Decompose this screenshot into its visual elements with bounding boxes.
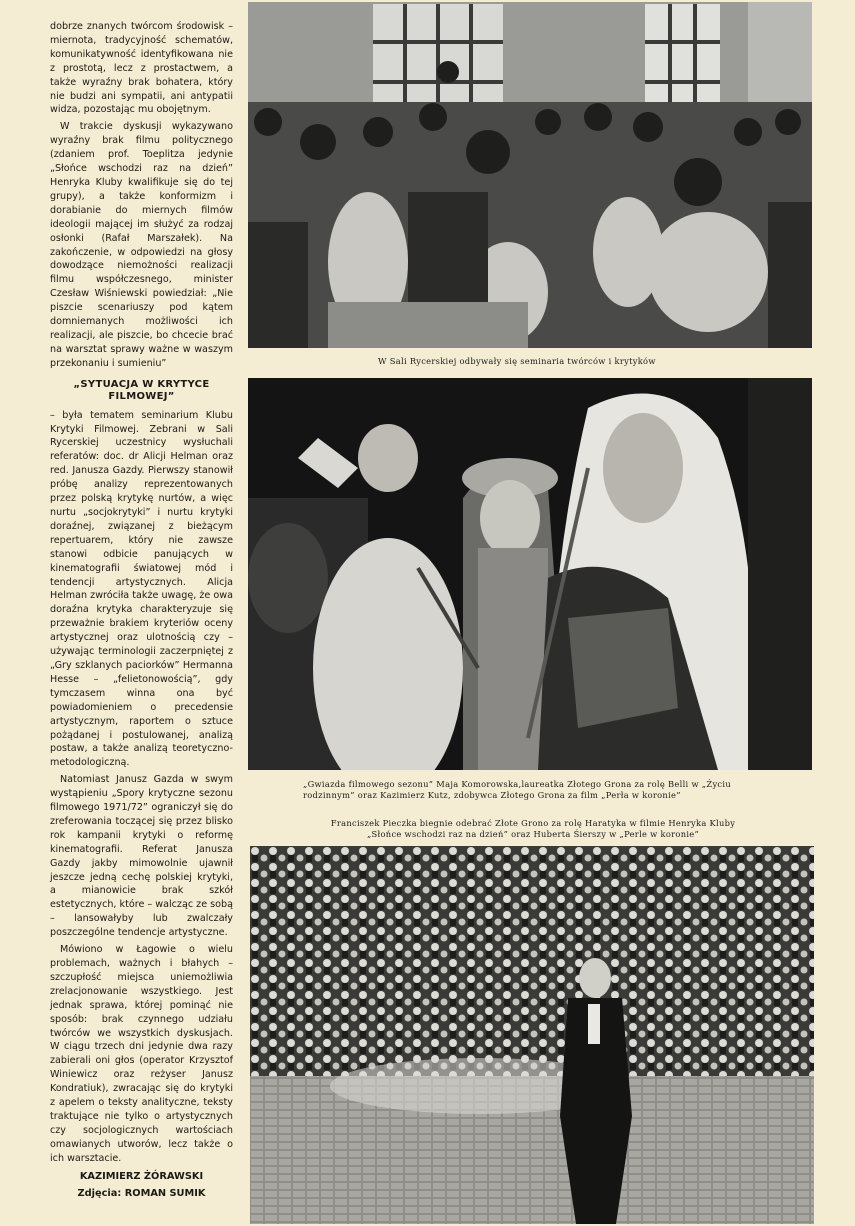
- article-paragraph: Natomiast Janusz Gazda w swym wystąpieniu „Spory krytyczne sezonu filmowego 1971/72” ograniczył się do zreferowania toczącej się przez blisko rok kampanii krytyki o reformę kinematografii. Referat Janusza Gazdy jakby mimowolnie ujawnił jeszcze jedną cechę polskiej krytyki, a mianowicie brak szkół estetycznych, które – walcząc ze sobą – lansowałyby lub zwalczały poszczególne tendencje artystyczne.: [50, 774, 233, 939]
- article-column: [50, 20, 233, 1200]
- photo-caption: Franciszek Pieczka biegnie odebrać Złote Grono za rolę Haratyka w filmie Henryka Kluby „Słońce wschodzi raz na dzień” oraz Huberta Śierszy w „Perle w koronie”: [330, 818, 736, 839]
- photo-festival-stars: [248, 378, 812, 770]
- article-paragraph: Mówiono w Łagowie o wielu problemach, ważnych i błahych – szczupłość miejsca uniemożliwia zrelacjonowanie wszystkiego. Jest jednak sprawa, której pominąć nie sposób: brak czynnego udziału twórców we wszystkich dyskusjach. W ciągu trzech dni jedynie dwa razy zabierali oni głos (operator Krzysztof Winiewicz oraz reżyser Janusz Kondratiuk), zwracając się do krytyki z apelem o teksty analityczne, teksty traktujące nie tylko o artystycznych czy socjologicznych wartościach omawianych utworów, lecz także o ich warsztacie.: [50, 944, 233, 1164]
- article-paragraph: dobrze znanych twórcom środowisk – miernota, tradycyjność schematów, komunikatywność identyfikowana nie z prostotą, lecz z prostactwem, a także wyraźny brak bohatera, który nie budzi ani sympatii, ani antypatii widza, pozostając mu obojętnym.: [50, 21, 233, 116]
- article-paragraph: W trakcie dyskusji wykazywano wyraźny brak filmu politycznego (zdaniem prof. Toeplitza jedynie „Słońce wschodzi raz na dzień” Henryka Kluby kwalifikuje się do tej grupy), a także konformizm i dorabianie do miernych filmów ideologii mającej im służyć za rodzaj osłonki (Rafał Marszałek). Na zakończenie, w odpowiedzi na głosy dowodzące niemożności realizacji filmu współczesnego, minister Czesław Wiśniewski powiedział: „Nie piszcie scenariuszy pod kątem domniemanych możliwości ich realizacji, ale piszcie, bo chcecie brać na warsztat sprawy ważne w waszym przekonaniu i sumieniu”: [50, 121, 233, 369]
- photo-crowd-courtyard: [250, 846, 814, 1224]
- photo-caption: „Gwiazda filmowego sezonu” Maja Komorowska,laureatka Złotego Grona za rolę Belli w „Życiu rodzinnym” oraz Kazimierz Kutz, zdobywca Złotego Grona za film „Perła w koronie”: [303, 779, 731, 800]
- photo-caption: W Sali Rycerskiej odbywały się seminaria twórców i krytyków: [378, 356, 656, 366]
- photo-credit: Zdjęcia: ROMAN SUMIK: [77, 1187, 206, 1199]
- author-signature: KAZIMIERZ ŻÓRAWSKI: [79, 1170, 204, 1182]
- article-paragraph: – była tematem seminarium Klubu Krytyki Filmowej. Zebrani w Sali Rycerskiej uczestnicy wysłuchali referatów: doc. dr Alicji Helman oraz red. Janusza Gazdy. Pierwszy stanowił próbę analizy reprezentowanych przez polską krytykę nurtów, a więc nurtu „socjokrytyki” i nurtu krytyki doraźnej, związanej z bieżącym repertuarem, który nie zawsze stanowi odbicie panujących w kinematografii światowej mód i tendencji artystycznych. Alicja Helman zwróciła także uwagę, że owa doraźna krytyka charakteryzuje się przeważnie brakiem kryteriów oceny artystycznej oraz ulotnością czy – używając terminologii zaczerpniętej z „Gry szklanych paciorków” Hermanna Hesse – „felietonowością”, gdy tymczasem winna ona być powiadomieniem o precedensie artystycznym, raportem o sztuce pożądanej i postulowanej, analizą postaw, a także analizą teoretyczno-metodologiczną.: [50, 409, 233, 769]
- photo-seminar-hall: [248, 2, 812, 348]
- section-heading: „SYTUACJA W KRYTYCE FILMOWEJ”: [73, 378, 210, 402]
